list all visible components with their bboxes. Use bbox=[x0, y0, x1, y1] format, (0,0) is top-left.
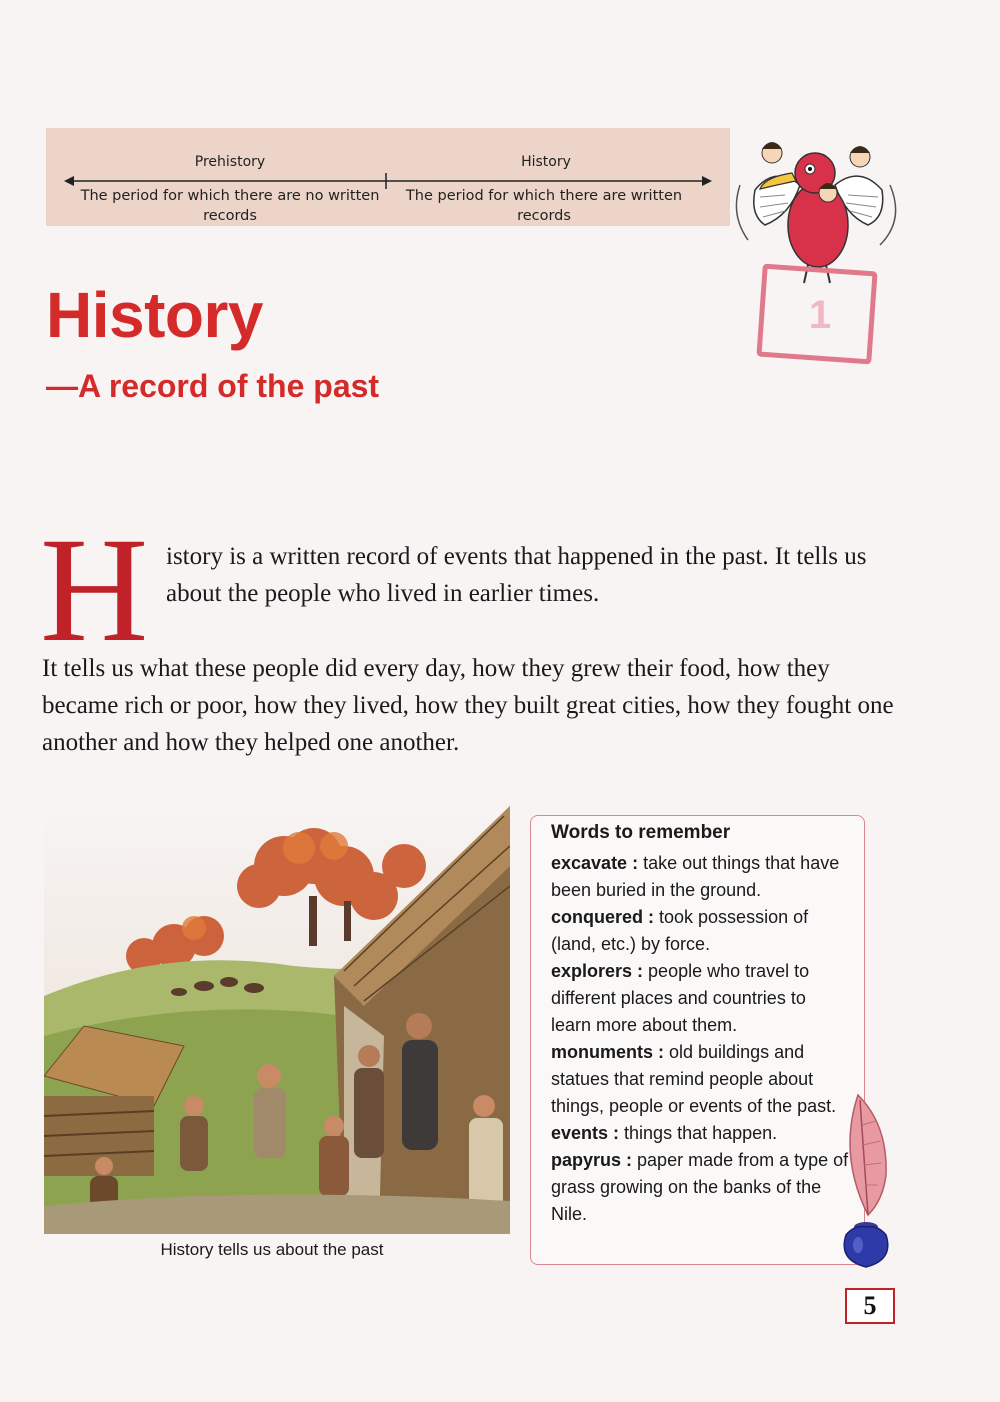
word-definition: took possession of (land, etc.) by force. bbox=[551, 907, 809, 954]
timeline-history-desc: The period for which there are written records bbox=[405, 188, 683, 224]
word-entry bbox=[551, 1120, 850, 1147]
timeline-prehistory-label: Prehistory bbox=[194, 154, 266, 170]
page-number: 5 bbox=[845, 1288, 895, 1324]
drop-cap: H bbox=[40, 507, 149, 673]
timeline-history-label: History bbox=[521, 154, 571, 170]
page-subtitle: —A record of the past bbox=[46, 368, 380, 404]
quill-ink-icon bbox=[828, 1085, 898, 1280]
word-definition: take out things that have been buried in the ground. bbox=[551, 853, 840, 900]
word-entry bbox=[551, 850, 850, 904]
body-paragraph: It tells us what these people did every day, how they grew their food, how they became rich or poor, how they lived, how they built great cities, how they fought one another and how they helped one another. bbox=[42, 655, 894, 756]
word-term: monuments : bbox=[551, 1042, 665, 1062]
words-to-remember-box bbox=[530, 815, 865, 1265]
chapter-number: 1 bbox=[808, 293, 832, 337]
word-entry bbox=[551, 1147, 850, 1228]
word-entry bbox=[551, 1039, 850, 1120]
chapter-mascot bbox=[730, 125, 905, 375]
word-definition: paper made from a type of grass growing on the banks of the Nile. bbox=[551, 1150, 849, 1224]
word-term: papyrus : bbox=[551, 1150, 633, 1170]
figure-caption: History tells us about the past bbox=[160, 1240, 384, 1259]
page-title: History bbox=[46, 279, 263, 351]
word-definition: old buildings and statues that remind people about things, people or events of the past. bbox=[551, 1042, 837, 1116]
word-term: conquered : bbox=[551, 907, 655, 927]
intro-paragraph: istory is a written record of events that happened in the past. It tells us about the people who lived in earlier times. bbox=[166, 543, 867, 607]
word-term: excavate : bbox=[551, 853, 639, 873]
words-box-title: Words to remember bbox=[551, 822, 731, 843]
word-definition: things that happen. bbox=[619, 1123, 778, 1143]
word-term: events : bbox=[551, 1123, 620, 1143]
word-entry bbox=[551, 904, 850, 958]
timeline-banner bbox=[46, 128, 730, 226]
word-term: explorers : bbox=[551, 961, 644, 981]
word-entry bbox=[551, 958, 850, 1039]
timeline-prehistory-desc: The period for which there are no written records bbox=[80, 188, 380, 224]
word-definition: people who travel to different places and countries to learn more about them. bbox=[551, 961, 810, 1035]
historical-village-illustration bbox=[44, 806, 510, 1234]
